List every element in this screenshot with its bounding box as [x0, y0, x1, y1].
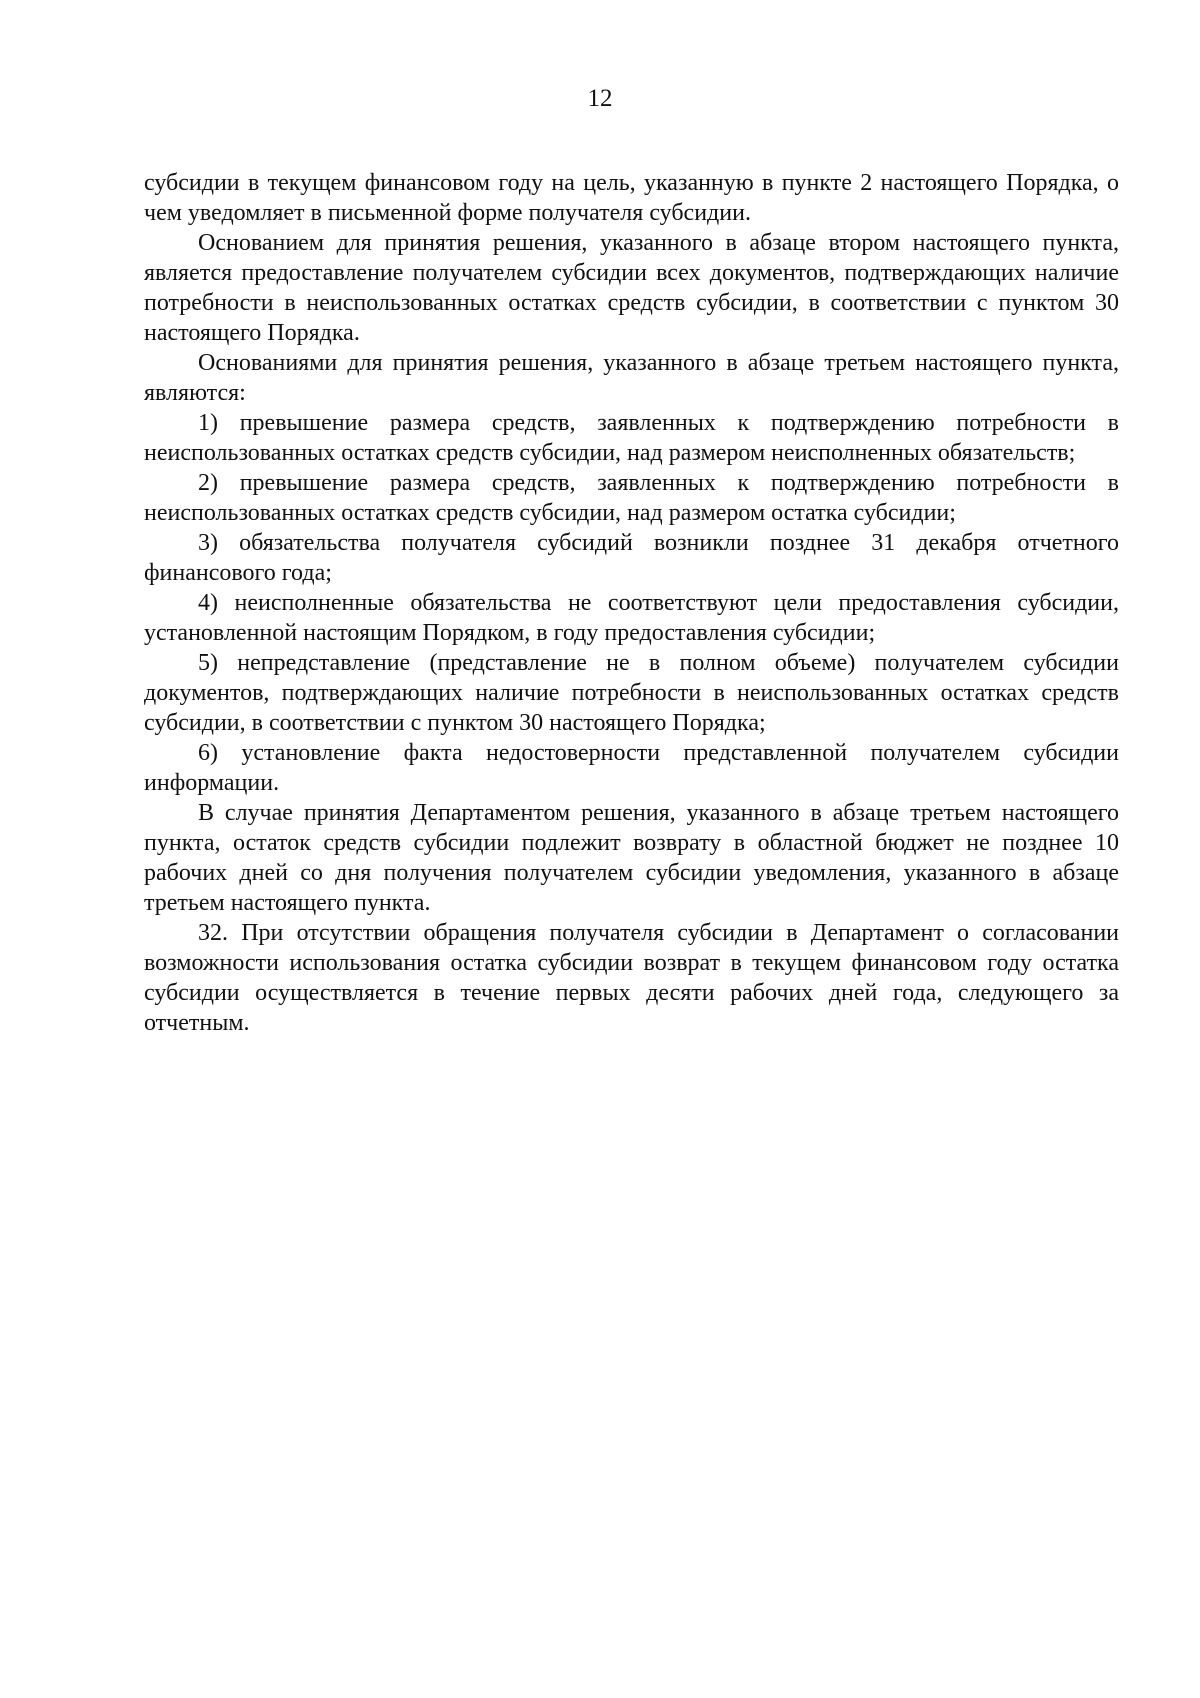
list-item-3: 3) обязательства получателя субсидий возникли позднее 31 декабря отчетного финансового года;	[144, 530, 1119, 586]
page-number: 12	[587, 85, 613, 112]
paragraph-continuation: субсидии в текущем финансовом году на цель, указанную в пункте 2 настоящего Порядка, о чем уведомляет в письменной форме получателя субсидии.	[144, 170, 1119, 226]
document-body	[144, 168, 1119, 1038]
paragraph-basis-second: Основанием для принятия решения, указанного в абзаце втором настоящего пункта, является предоставление получателем субсидии всех документов, подтверждающих наличие потребности в неиспользованных остатках средств субсидии, в соответствии с пунктом 30 настоящего Порядка.	[144, 230, 1119, 346]
list-item-1: 1) превышение размера средств, заявленных к подтверждению потребности в неиспользованных остатках средств субсидии, над размером неисполненных обязательств;	[144, 410, 1119, 466]
list-item-4: 4) неисполненные обязательства не соответствуют цели предоставления субсидии, установленной настоящим Порядком, в году предоставления субсидии;	[144, 590, 1119, 646]
list-item-2: 2) превышение размера средств, заявленных к подтверждению потребности в неиспользованных остатках средств субсидии, над размером остатка субсидии;	[144, 470, 1119, 526]
paragraph-item-32: 32. При отсутствии обращения получателя субсидии в Департамент о согласовании возможности использования остатка субсидии возврат в текущем финансовом году остатка субсидии осуществляется в течение первых десяти рабочих дней года, следующего за отчетным.	[144, 920, 1119, 1036]
list-item-6: 6) установление факта недостоверности представленной получателем субсидии информации.	[144, 740, 1119, 796]
paragraph-basis-third: Основаниями для принятия решения, указанного в абзаце третьем настоящего пункта, являются:	[144, 350, 1119, 406]
list-item-5: 5) непредставление (представление не в полном объеме) получателем субсидии документов, подтверждающих наличие потребности в неиспользованных остатках средств субсидии, в соответствии с пунктом 30 настоящего Порядка;	[144, 650, 1119, 736]
paragraph-return: В случае принятия Департаментом решения, указанного в абзаце третьем настоящего пункта, остаток средств субсидии подлежит возврату в областной бюджет не позднее 10 рабочих дней со дня получения получателем субсидии уведомления, указанного в абзаце третьем настоящего пункта.	[144, 800, 1119, 916]
